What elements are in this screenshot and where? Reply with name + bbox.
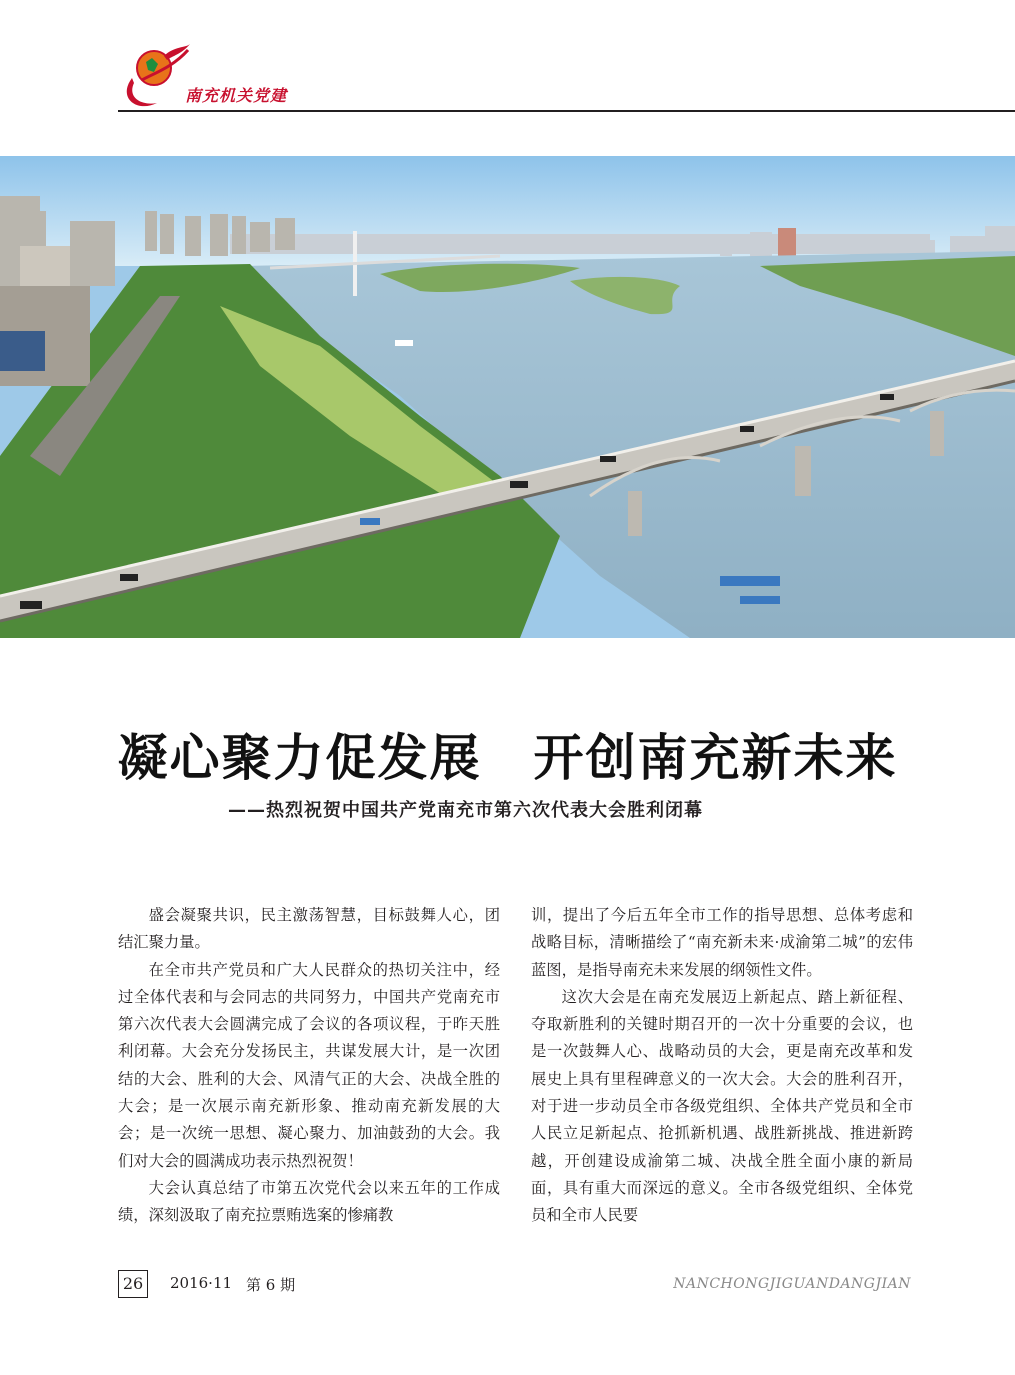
magazine-name-footer: NANCHONGJIGUANDANGJIAN [673, 1276, 911, 1292]
article-left-column [118, 902, 500, 1230]
paragraph: 这次大会是在南充发展迈上新起点、踏上新征程、夺取新胜利的关键时期召开的一次十分重要的会议，也是一次鼓舞人心、战略动员的大会，更是南充改革和发展史上具有里程碑意义的一次大会。大会的胜利召开，对于进一步动员全市各级党组织、全体共产党员和全市人民立足新起点、抢抓新机遇、战胜新挑战、推进新跨越，开创建设成渝第二城、决战全胜全面小康的新局面，具有重大而深远的意义。全市各级党组织、全体党员和全市人民要 [531, 987, 913, 1225]
city-river-bridge-photo [0, 156, 1015, 638]
page-number: 26 [118, 1270, 148, 1298]
article-right-column [531, 902, 913, 1230]
nanchong-party-logo-icon [112, 38, 192, 113]
paragraph: 大会认真总结了市第五次党代会以来五年的工作成绩，深刻汲取了南充拉票贿选案的惨痛教 [118, 1178, 500, 1225]
issue-number: 第 6 期 [246, 1276, 296, 1294]
paragraph: 训，提出了今后五年全市工作的指导思想、总体考虑和战略目标，清晰描绘了“南充新未来·成渝第二城”的宏伟蓝图，是指导南充未来发展的纲领性文件。 [531, 906, 913, 979]
magazine-brand: 南充机关党建 [185, 86, 288, 105]
header-divider [118, 110, 1015, 112]
paragraph: 盛会凝聚共识，民主激荡智慧，目标鼓舞人心，团结汇聚力量。 [118, 906, 500, 952]
page-header [0, 0, 1015, 118]
article-subtitle: ——热烈祝贺中国共产党南充市第六次代表大会胜利闭幕 [228, 800, 703, 821]
article-title: 凝心聚力促发展 开创南充新未来 [117, 728, 898, 787]
issue-date: 2016·11 [170, 1274, 233, 1292]
paragraph: 在全市共产党员和广大人民群众的热切关注中，经过全体代表和与会同志的共同努力，中国共产党南充市第六次代表大会圆满完成了会议的各项议程，于昨天胜利闭幕。大会充分发扬民主，共谋发展大计，是一次团结的大会、胜利的大会、风清气正的大会、决战全胜的大会；是一次展示南充新形象、推动南充新发展的大会；是一次统一思想、凝心聚力、加油鼓劲的大会。我们对大会的圆满成功表示热烈祝贺！ [118, 960, 500, 1170]
